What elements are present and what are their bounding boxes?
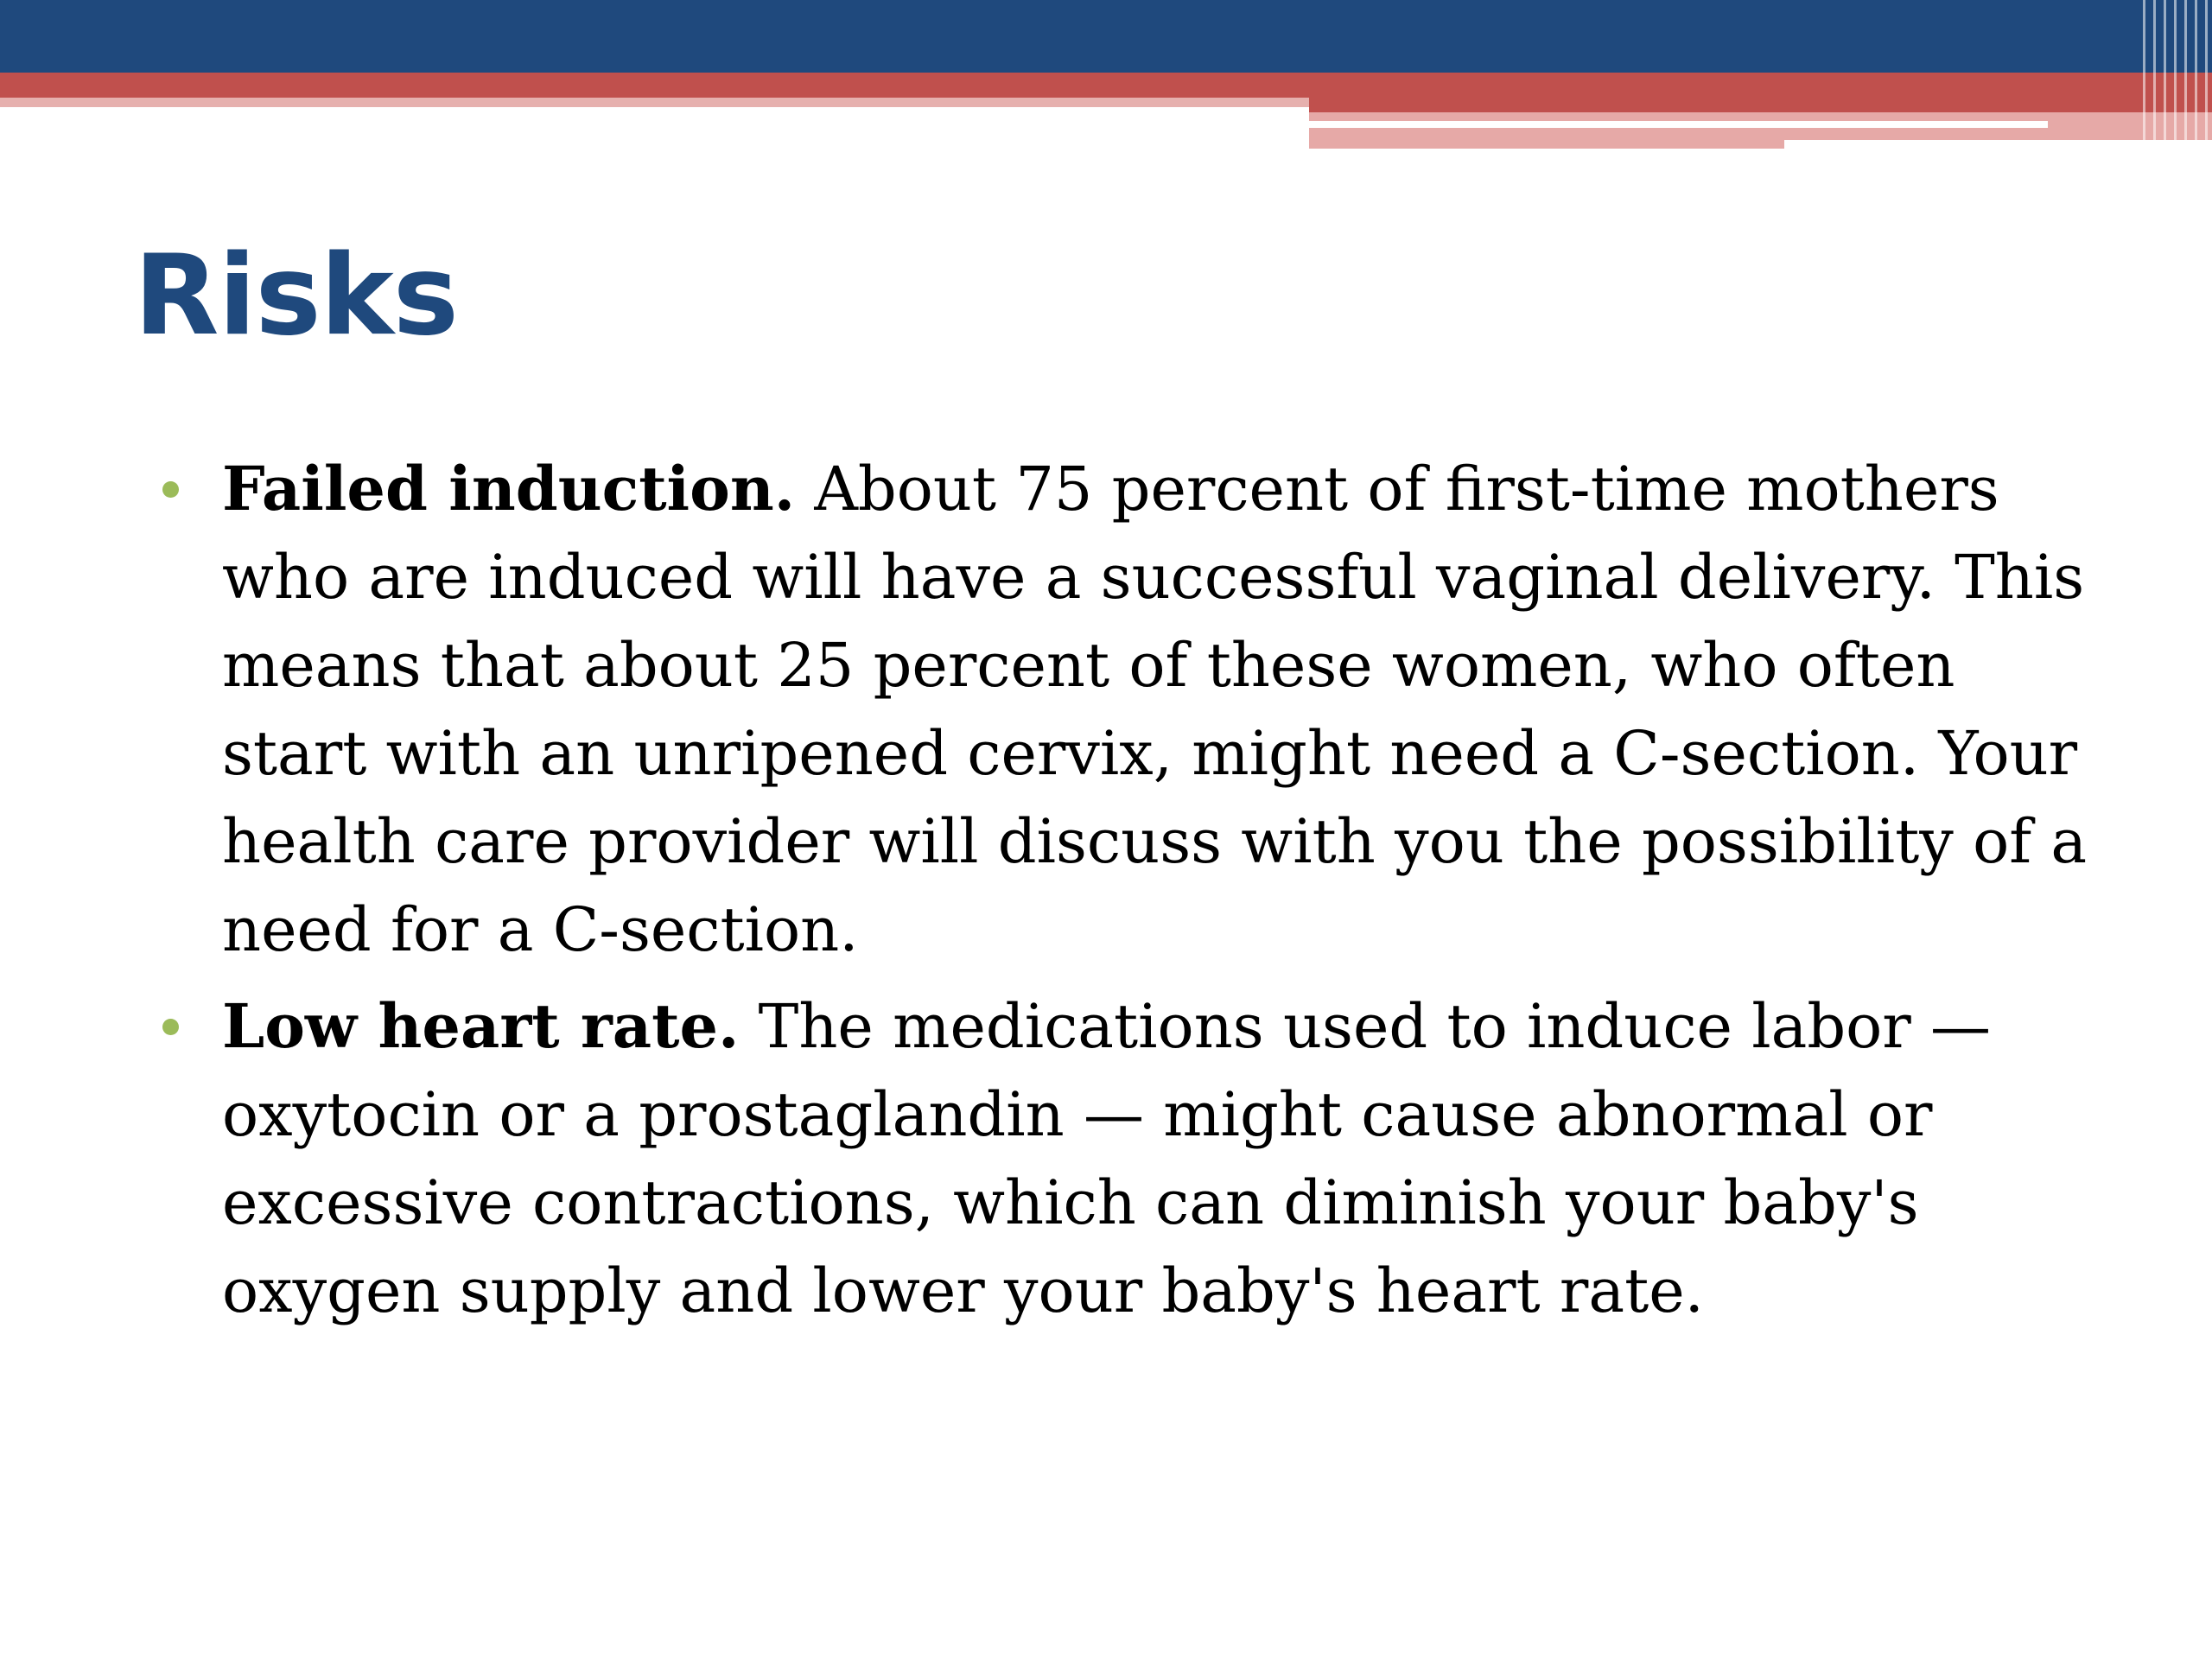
bullet-item-low-heart-rate (156, 982, 2091, 1335)
bullet-body-text: The medications used to induce labor — oxytocin or a prostaglandin — might cause abnormal or excessive contractions, which can diminish your baby's oxygen supply and lower your baby's heart rate. (222, 991, 1991, 1326)
banner-white-line (1309, 121, 2048, 128)
banner-pink-bar-left (0, 98, 1309, 107)
banner-red-bar (0, 73, 2212, 98)
banner-red-bar-right (1309, 98, 2212, 112)
slide-title: Risks (134, 232, 458, 360)
bullet-dot-icon (162, 1019, 179, 1035)
banner-right-stripes (2143, 0, 2212, 149)
bullet-item-failed-induction (156, 445, 2091, 974)
bullet-lead-text: Failed induction. (222, 453, 796, 524)
banner-blue-bar (0, 0, 2212, 73)
bullet-body-text: About 75 percent of first-time mothers who are induced will have a successful vaginal delivery. This means that about 25 percent of these women, who often start with an unripened cervix, might need a C-section. Your health care provider will discuss with you the possibility of a need for a C-section. (222, 454, 2088, 965)
bullet-dot-icon (162, 481, 179, 498)
bullet-lead-text: Low heart rate. (222, 990, 740, 1062)
bullet-list (156, 445, 2091, 1344)
